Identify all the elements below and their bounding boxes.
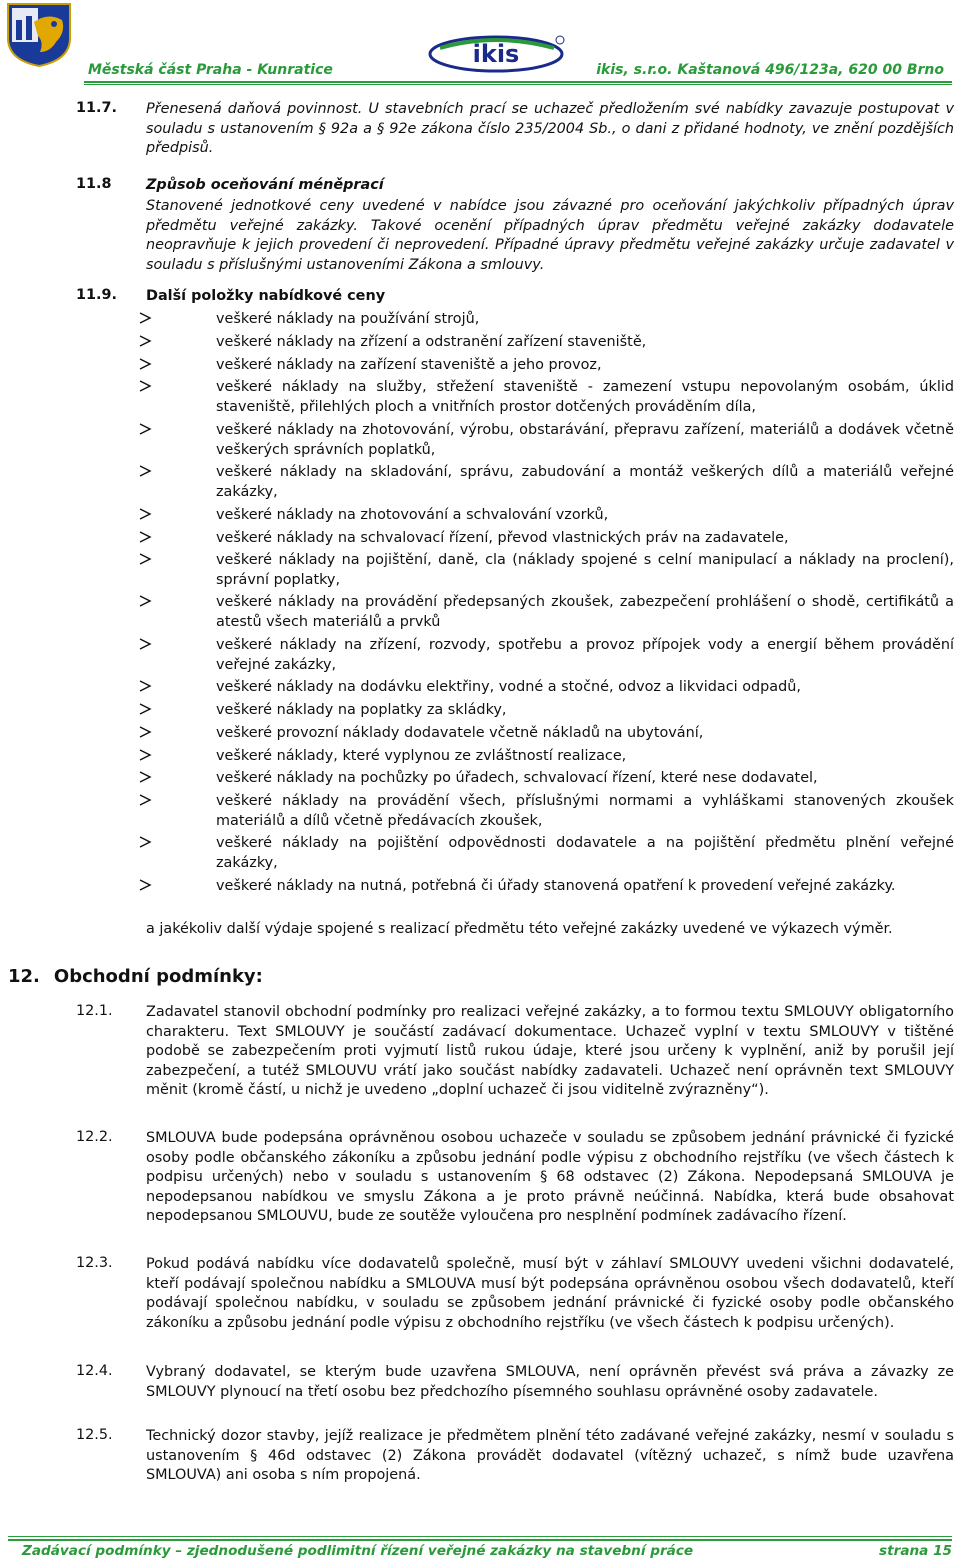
paragraph-number: 12.1. [76, 1003, 113, 1019]
arrow-bullet-icon [138, 422, 152, 436]
arrow-bullet-icon [138, 770, 152, 784]
header-organization: Městská část Praha - Kunratice [88, 62, 333, 78]
paragraph-text: Zadavatel stanovil obchodní podmínky pro realizaci veřejné zakázky, a to formou textu SMLOUVY obligatorního charakteru. Text SMLOUVY je součástí zadávací dokumentace. Uchazeč vyplní v textu SMLOUVY v tištěné podobě se zabezpečením proti vyjmutí listů rukou údaje, které jsou určeny k vyplnění, aniž by porušil její zabezpečení, a tutéž SMLOUVU vrátí jako součást nabídky zadavateli. Uchazeč není oprávněn text SMLOUVY měnit (kromě částí, u nichž je uvedeno „doplní uchazeč či jsou viditelně zvýrazněny“). [146, 1004, 954, 1098]
arrow-bullet-icon [138, 334, 152, 348]
footer-divider-thin [8, 1536, 952, 1537]
arrow-bullet-icon [138, 552, 152, 566]
section-number: 11.9. [76, 287, 117, 303]
section-text: Přenesená daňová povinnost. U stavebních prací se uchazeč předložením své nabídky zavazuje postupovat v souladu s ustanovením § 92a a § 92e zákona číslo 235/2004 Sb., o dani z přidané hodnoty, ve znění pozdějších předpisů. [146, 101, 954, 156]
arrow-bullet-icon [138, 594, 152, 608]
header-divider [84, 81, 952, 83]
paragraph-number: 12.4. [76, 1363, 113, 1379]
footer-page-number: strana 15 [879, 1543, 952, 1559]
section-number: 11.7. [76, 100, 117, 116]
section-text: Stanovené jednotkové ceny uvedené v nabídce jsou závazné pro oceňování jakýchkoliv případných úprav předmětu veřejné zakázky. Takové ocenění případných úprav předmětu veřejné zakázky dodavatele neopravňuje k jejich provedení či neprovedení. Případné úpravy předmětu veřejné zakázky určuje zadavatel v souladu s příslušnými ustanoveními Zákona a smlouvy. [146, 198, 954, 273]
coat-of-arms-icon [4, 2, 74, 68]
ikis-logo-icon [426, 30, 566, 74]
footer-document-title: Zadávací podmínky – zjednodušené podlimitní řízení veřejné zakázky na stavební práce [22, 1543, 694, 1559]
section-title: Další položky nabídkové ceny [146, 288, 386, 304]
paragraph-number: 12.3. [76, 1255, 113, 1271]
arrow-bullet-icon [138, 702, 152, 716]
section-number: 11.8 [76, 176, 112, 192]
arrow-bullet-icon [138, 637, 152, 651]
arrow-bullet-icon [138, 357, 152, 371]
footer-divider [8, 1539, 952, 1541]
arrow-bullet-icon [138, 507, 152, 521]
closing-text: a jakékoliv další výdaje spojené s realizací předmětu této veřejné zakázky uvedené ve výkazech výměr. [146, 921, 893, 937]
svg-text:ikis: ikis [472, 40, 520, 68]
arrow-bullet-icon [138, 878, 152, 892]
arrow-bullet-icon [138, 725, 152, 739]
arrow-bullet-icon [138, 379, 152, 393]
paragraph-number: 12.2. [76, 1129, 113, 1145]
arrow-bullet-icon [138, 793, 152, 807]
header-company-address: ikis, s.r.o. Kaštanová 496/123a, 620 00 Brno [596, 62, 944, 78]
arrow-bullet-icon [138, 835, 152, 849]
page-header [0, 0, 960, 84]
arrow-bullet-icon [138, 311, 152, 325]
paragraph-text: Vybraný dodavatel, se kterým bude uzavřena SMLOUVA, není oprávněn převést svá práva a závazky ze SMLOUVY plynoucí na třetí osobu bez předchozího písemného souhlasu oprávněné osoby zadavatele. [146, 1364, 954, 1400]
section-12-heading [8, 966, 277, 987]
arrow-bullet-icon [138, 748, 152, 762]
section-title: Způsob oceňování méněprací [146, 177, 384, 193]
header-divider-thin [84, 84, 952, 85]
arrow-bullet-icon [138, 679, 152, 693]
section-title: Obchodní podmínky: [53, 966, 263, 987]
section-number: 12. [8, 966, 40, 987]
paragraph-text: Pokud podává nabídku více dodavatelů společně, musí být v záhlaví SMLOUVY uvedeni všichni dodavatelé, kteří podávají společnou nabídku a SMLOUVA musí být podepsána oprávněnou osobou všech dodavatelů, kteří podávají společnou nabídku, v souladu se způsobem jednání právnické či fyzické osoby podle občanského zákoníku a způsobu jednání podle výpisu z obchodního rejstříku (ve všech částech k podpisu určených). [146, 1256, 954, 1331]
arrow-bullet-icon [138, 530, 152, 544]
arrow-bullet-icon [138, 464, 152, 478]
paragraph-text: SMLOUVA bude podepsána oprávněnou osobou uchazeče v souladu se způsobem jednání právnické či fyzické osoby podle občanského zákoníku a způsobu jednání podle výpisu z obchodního rejstříku (ve všech částech k podpisu určených) nebo v souladu s ustanovením § 68 odstavec (2) Zákona. Nepodepsaná SMLOUVA je nepodepsanou nabídkou ve smyslu Zákona a je proto právně neúčinná. Nabídka, která bude obsahovat nepodepsanou SMLOUVU, bude ze soutěže vyloučena pro nesplnění podmínek zadávacího řízení. [146, 1130, 954, 1224]
paragraph-number: 12.5. [76, 1427, 113, 1443]
paragraph-text: Technický dozor stavby, jejíž realizace je předmětem plnění této zadávané veřejné zakázky, nesmí v souladu s ustanovením § 46d odstavec (2) Zákona provádět dodavatel (vítězný uchazeč, s nímž bude uzavřena SMLOUVA) ani osoba s ním propojená. [146, 1428, 954, 1483]
